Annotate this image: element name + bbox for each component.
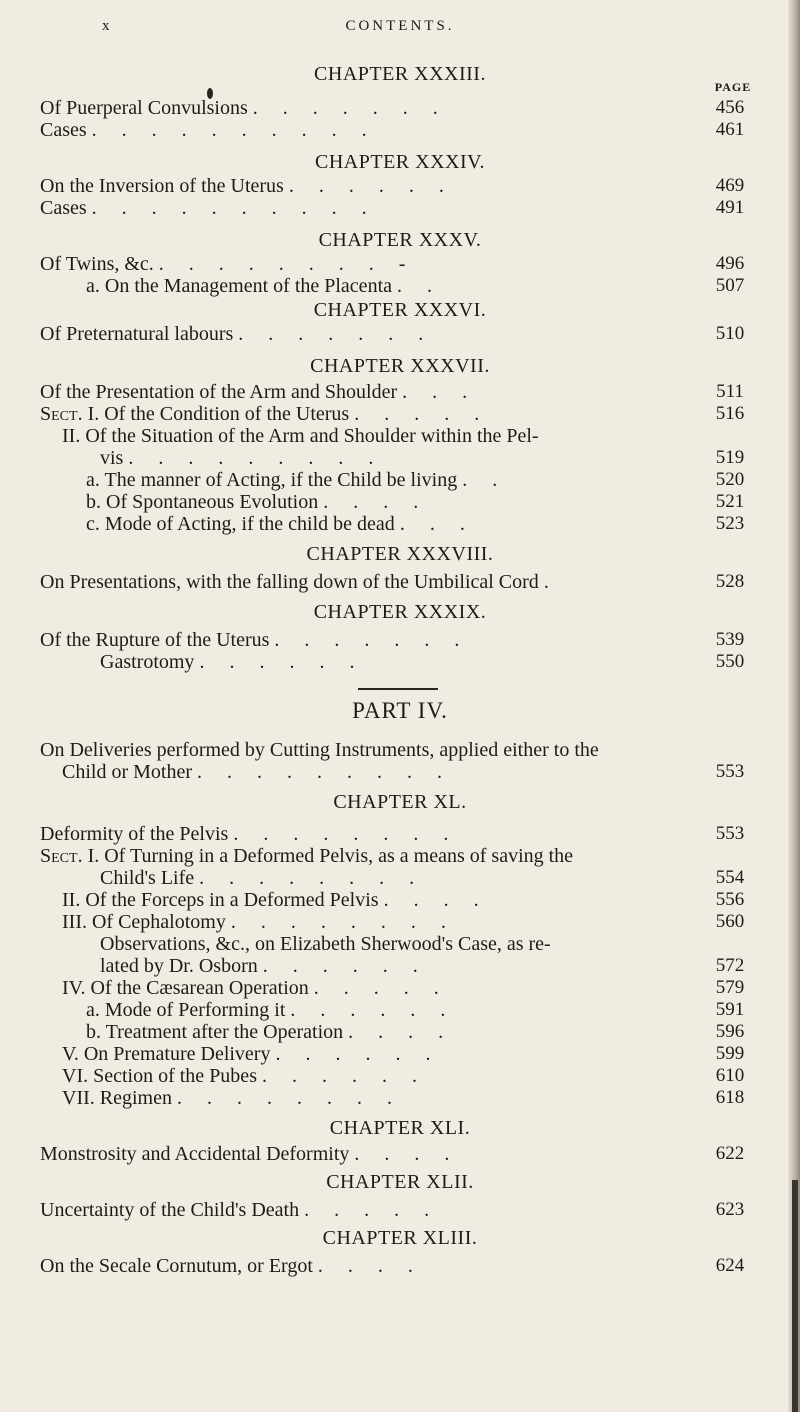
chapter-heading: CHAPTER XXXIII. [314, 63, 486, 85]
entry-title: a. Mode of Performing it [86, 999, 286, 1021]
dot-leader: . . . . . . [275, 1043, 441, 1065]
page-number: 528 [715, 571, 745, 592]
chapter-heading: CHAPTER XLI. [329, 1117, 471, 1139]
page-number: 596 [715, 1021, 745, 1042]
entry-title: Observations, &c., on Elizabeth Sherwood's Case, as re- [100, 933, 551, 955]
dot-leader: . . . . . [313, 977, 449, 999]
section-label: Sect. [40, 845, 83, 867]
dot-leader: . . . . . [304, 1199, 440, 1221]
running-head-title: CONTENTS. [345, 18, 455, 34]
page-signature: x [102, 18, 113, 34]
entry-title: Monstrosity and Accidental Deformity [40, 1143, 350, 1165]
entry-title: Child or Mother [62, 761, 192, 783]
toc-entry [40, 196, 690, 220]
entry-title: a. On the Management of the Placenta [86, 275, 392, 297]
entry-title: Child's Life [100, 867, 195, 889]
chapter-heading: CHAPTER XXXVII. [310, 355, 490, 377]
toc-entry [40, 1198, 690, 1222]
toc-entry [86, 1020, 690, 1044]
entry-title: vis [100, 447, 124, 469]
dot-leader: . . . . . . . . . [128, 447, 384, 469]
entry-title: IV. Of the Cæsarean Operation [62, 977, 309, 999]
dot-leader: . . . . . . . . [176, 1087, 402, 1109]
chapter-heading: CHAPTER XXXV. [318, 229, 482, 251]
page-number: 618 [715, 1087, 745, 1108]
binding-shadow [792, 1180, 798, 1412]
toc-entry [100, 866, 690, 890]
page-number: 461 [715, 119, 745, 140]
toc-entry [62, 888, 690, 912]
toc-entry [86, 468, 690, 492]
toc-entry [86, 998, 690, 1022]
entry-title: V. On Premature Delivery [62, 1043, 271, 1065]
toc-entry [40, 96, 690, 120]
toc-entry [100, 446, 690, 470]
dot-leader: . . . . [348, 1021, 454, 1043]
entry-title: III. Of Cephalotomy [62, 911, 226, 933]
dot-leader: . . . . . . . . [199, 867, 425, 889]
page-number: 511 [716, 381, 744, 402]
dot-leader: . . [397, 275, 442, 297]
toc-entry [86, 490, 690, 514]
toc-entry [40, 628, 690, 652]
entry-title: Cases [40, 119, 87, 141]
toc-entry [40, 252, 690, 276]
entry-title: II. Of the Forceps in a Deformed Pelvis [62, 889, 379, 911]
dot-leader: . . . . [383, 889, 489, 911]
toc-entry [40, 402, 690, 426]
entry-title: I. Of Turning in a Deformed Pelvis, as a means of saving the [82, 845, 574, 867]
toc-entry [40, 822, 690, 846]
page-number: 554 [715, 867, 745, 888]
toc-entry [62, 976, 690, 1000]
page-number: 610 [715, 1065, 745, 1086]
entry-title: On the Inversion of the Uterus [40, 175, 284, 197]
entry-title: b. Of Spontaneous Evolution [86, 491, 319, 513]
section-label: Sect. [40, 403, 83, 425]
dot-leader: . . . . . . [290, 999, 456, 1021]
entry-title: Of Puerperal Convulsions [40, 97, 248, 119]
toc-entry [40, 380, 690, 404]
toc-entry [100, 650, 690, 674]
entry-title: lated by Dr. Osborn [100, 955, 258, 977]
entry-title: II. Of the Situation of the Arm and Shoulder within the Pel- [62, 425, 539, 447]
entry-title: Of Preternatural labours [40, 323, 234, 345]
dot-leader: . . . . . . . [274, 629, 470, 651]
toc-entry [62, 1064, 690, 1088]
entry-title: VI. Section of the Pubes [62, 1065, 257, 1087]
page-column-header: PAGE [714, 80, 752, 94]
toc-entry [40, 844, 690, 868]
entry-title: Uncertainty of the Child's Death [40, 1199, 300, 1221]
page-number: 539 [715, 629, 745, 650]
page-number: 520 [715, 469, 745, 490]
toc-entry [40, 738, 690, 762]
page-number: 510 [715, 323, 745, 344]
page-number: 624 [715, 1255, 745, 1276]
page-number: 599 [715, 1043, 745, 1064]
toc-entry [86, 512, 690, 536]
dot-leader: . . . . . . [262, 955, 428, 977]
section-rule [358, 688, 438, 690]
page-number: 523 [715, 513, 745, 534]
dot-leader: . . . . . . [261, 1065, 427, 1087]
toc-entry [62, 1086, 690, 1110]
toc-entry [40, 570, 690, 594]
entry-title: Deformity of the Pelvis [40, 823, 229, 845]
page-number: 456 [715, 97, 745, 118]
chapter-heading: CHAPTER XLII. [326, 1171, 474, 1193]
toc-entry [40, 118, 690, 142]
toc-entry [62, 760, 690, 784]
entry-title: On Presentations, with the falling down of the Umbilical Cord [40, 571, 539, 593]
dot-leader: . . . . . . . . - [158, 253, 416, 275]
toc-entry [40, 174, 690, 198]
entry-title: On the Secale Cornutum, or Ergot [40, 1255, 313, 1277]
chapter-heading: CHAPTER XLIII. [322, 1227, 478, 1249]
toc-entry [100, 932, 690, 956]
entry-title: a. The manner of Acting, if the Child be living [86, 469, 458, 491]
dot-leader: . . . . . . [199, 651, 365, 673]
entry-title: Cases [40, 197, 87, 219]
dot-leader: . . . . [323, 491, 429, 513]
dot-leader: . . . . . . . . . . [91, 197, 377, 219]
page-number: 553 [715, 761, 745, 782]
entry-title: Of Twins, &c. [40, 253, 154, 275]
dot-leader: . [543, 571, 559, 593]
dot-leader: . . . . [317, 1255, 423, 1277]
chapter-heading: CHAPTER XXXIV. [315, 151, 485, 173]
entry-title: b. Treatment after the Operation [86, 1021, 344, 1043]
entry-title: I. Of the Condition of the Uterus [82, 403, 350, 425]
dot-leader: . . . . . . [288, 175, 454, 197]
page-number: 623 [715, 1199, 745, 1220]
toc-entry [40, 1254, 690, 1278]
page-number: 572 [715, 955, 745, 976]
toc-entry [62, 1042, 690, 1066]
dot-leader: . . [462, 469, 508, 491]
dot-leader: . . . . . . . [238, 323, 434, 345]
dot-leader: . . . [399, 513, 475, 535]
page-number: 469 [715, 175, 745, 196]
dot-leader: . . . . [354, 1143, 460, 1165]
dot-leader: . . . . . . . . . . [91, 119, 377, 141]
page-number: 553 [715, 823, 745, 844]
dot-leader: . . . . . . . . [230, 911, 456, 933]
toc-entry [62, 910, 690, 934]
page-number: 521 [715, 491, 745, 512]
page-number: 507 [715, 275, 745, 296]
page-number: 579 [715, 977, 745, 998]
toc-entry [40, 1142, 690, 1166]
entry-title: Of the Rupture of the Uterus [40, 629, 270, 651]
page-number: 519 [715, 447, 745, 468]
dot-leader: . . . . . . . . [233, 823, 459, 845]
entry-title: c. Mode of Acting, if the child be dead [86, 513, 395, 535]
toc-entry [40, 322, 690, 346]
chapter-heading: CHAPTER XXXIX. [313, 601, 487, 623]
page-number: 516 [715, 403, 745, 424]
chapter-heading: CHAPTER XL. [333, 791, 467, 813]
page-number: 591 [715, 999, 745, 1020]
page-number: 556 [715, 889, 745, 910]
entry-title: Gastrotomy [100, 651, 195, 673]
toc-entry [100, 954, 690, 978]
entry-title: VII. Regimen [62, 1087, 172, 1109]
part-title: PART IV. [352, 698, 448, 723]
page-number: 550 [715, 651, 745, 672]
entry-title: Of the Presentation of the Arm and Shoulder [40, 381, 398, 403]
toc-entry [86, 274, 690, 298]
page-number: 622 [715, 1143, 745, 1164]
entry-title: On Deliveries performed by Cutting Instruments, applied either to the [40, 739, 599, 761]
page-number: 560 [715, 911, 745, 932]
dot-leader: . . . . . . . . . [197, 761, 452, 783]
page-number: 496 [715, 253, 745, 274]
toc-entry [62, 424, 690, 448]
chapter-heading: CHAPTER XXXVIII. [306, 543, 494, 565]
page-number: 491 [715, 197, 745, 218]
dot-leader: . . . . . [354, 403, 490, 425]
dot-leader: . . . . . . . [252, 97, 448, 119]
chapter-heading: CHAPTER XXXVI. [313, 299, 487, 321]
dot-leader: . . . [402, 381, 478, 403]
